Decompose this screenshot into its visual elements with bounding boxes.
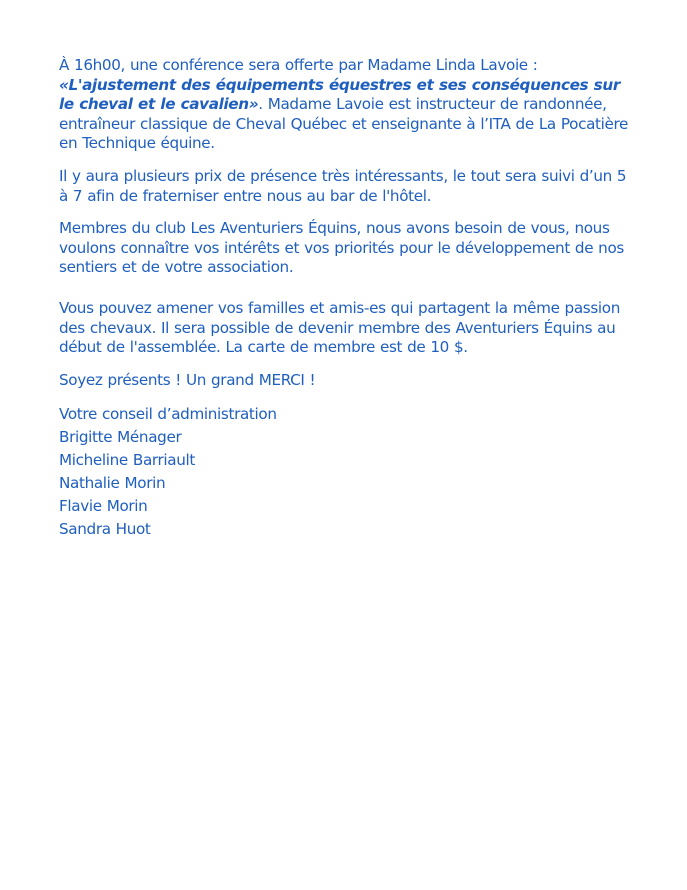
signature-name: Flavie Morin <box>59 497 148 516</box>
signature-name: Micheline Barriault <box>59 451 196 470</box>
signature-name: Brigitte Ménager <box>59 428 182 447</box>
conference-paragraph <box>59 56 639 154</box>
conference-intro: À 16h00, une conférence sera offerte par Madame Linda Lavoie : <box>59 56 538 74</box>
signature-name: Sandra Huot <box>59 520 151 539</box>
prizes-paragraph: Il y aura plusieurs prix de présence très intéressants, le tout sera suivi d’un 5 à 7 afin de fraterniser entre nous au bar de l'hôtel. <box>59 166 627 205</box>
signature-name: Nathalie Morin <box>59 474 166 493</box>
conference-title-close-quote: » <box>248 95 259 114</box>
conference-title-open-quote: « <box>59 75 69 94</box>
families-paragraph: Vous pouvez amener vos familles et amis-es qui partagent la même passion des chevaux. Il sera possible de devenir membre des Aventuriers Équins au début de l'assemblée. La carte de membre est de 10 $. <box>59 298 621 357</box>
conference-speaker-bio: . Madame Lavoie est instructeur de randonnée, entraîneur classique de Cheval Québec et enseignante à l’ITA de La Pocatière en Technique équine. <box>59 95 629 153</box>
thanks-paragraph: Soyez présents ! Un grand MERCI ! <box>59 370 316 389</box>
signature-heading: Votre conseil d’administration <box>59 405 277 424</box>
document-page <box>59 56 639 541</box>
members-paragraph: Membres du club Les Aventuriers Équins, nous avons besoin de vous, nous voulons connaître vos intérêts et vos priorités pour le développement de nos sentiers et de votre association. <box>59 219 624 277</box>
signature-block <box>59 403 639 541</box>
conference-title: L'ajustement des équipements équestres et ses conséquences sur le cheval et le cavalien <box>59 75 620 114</box>
